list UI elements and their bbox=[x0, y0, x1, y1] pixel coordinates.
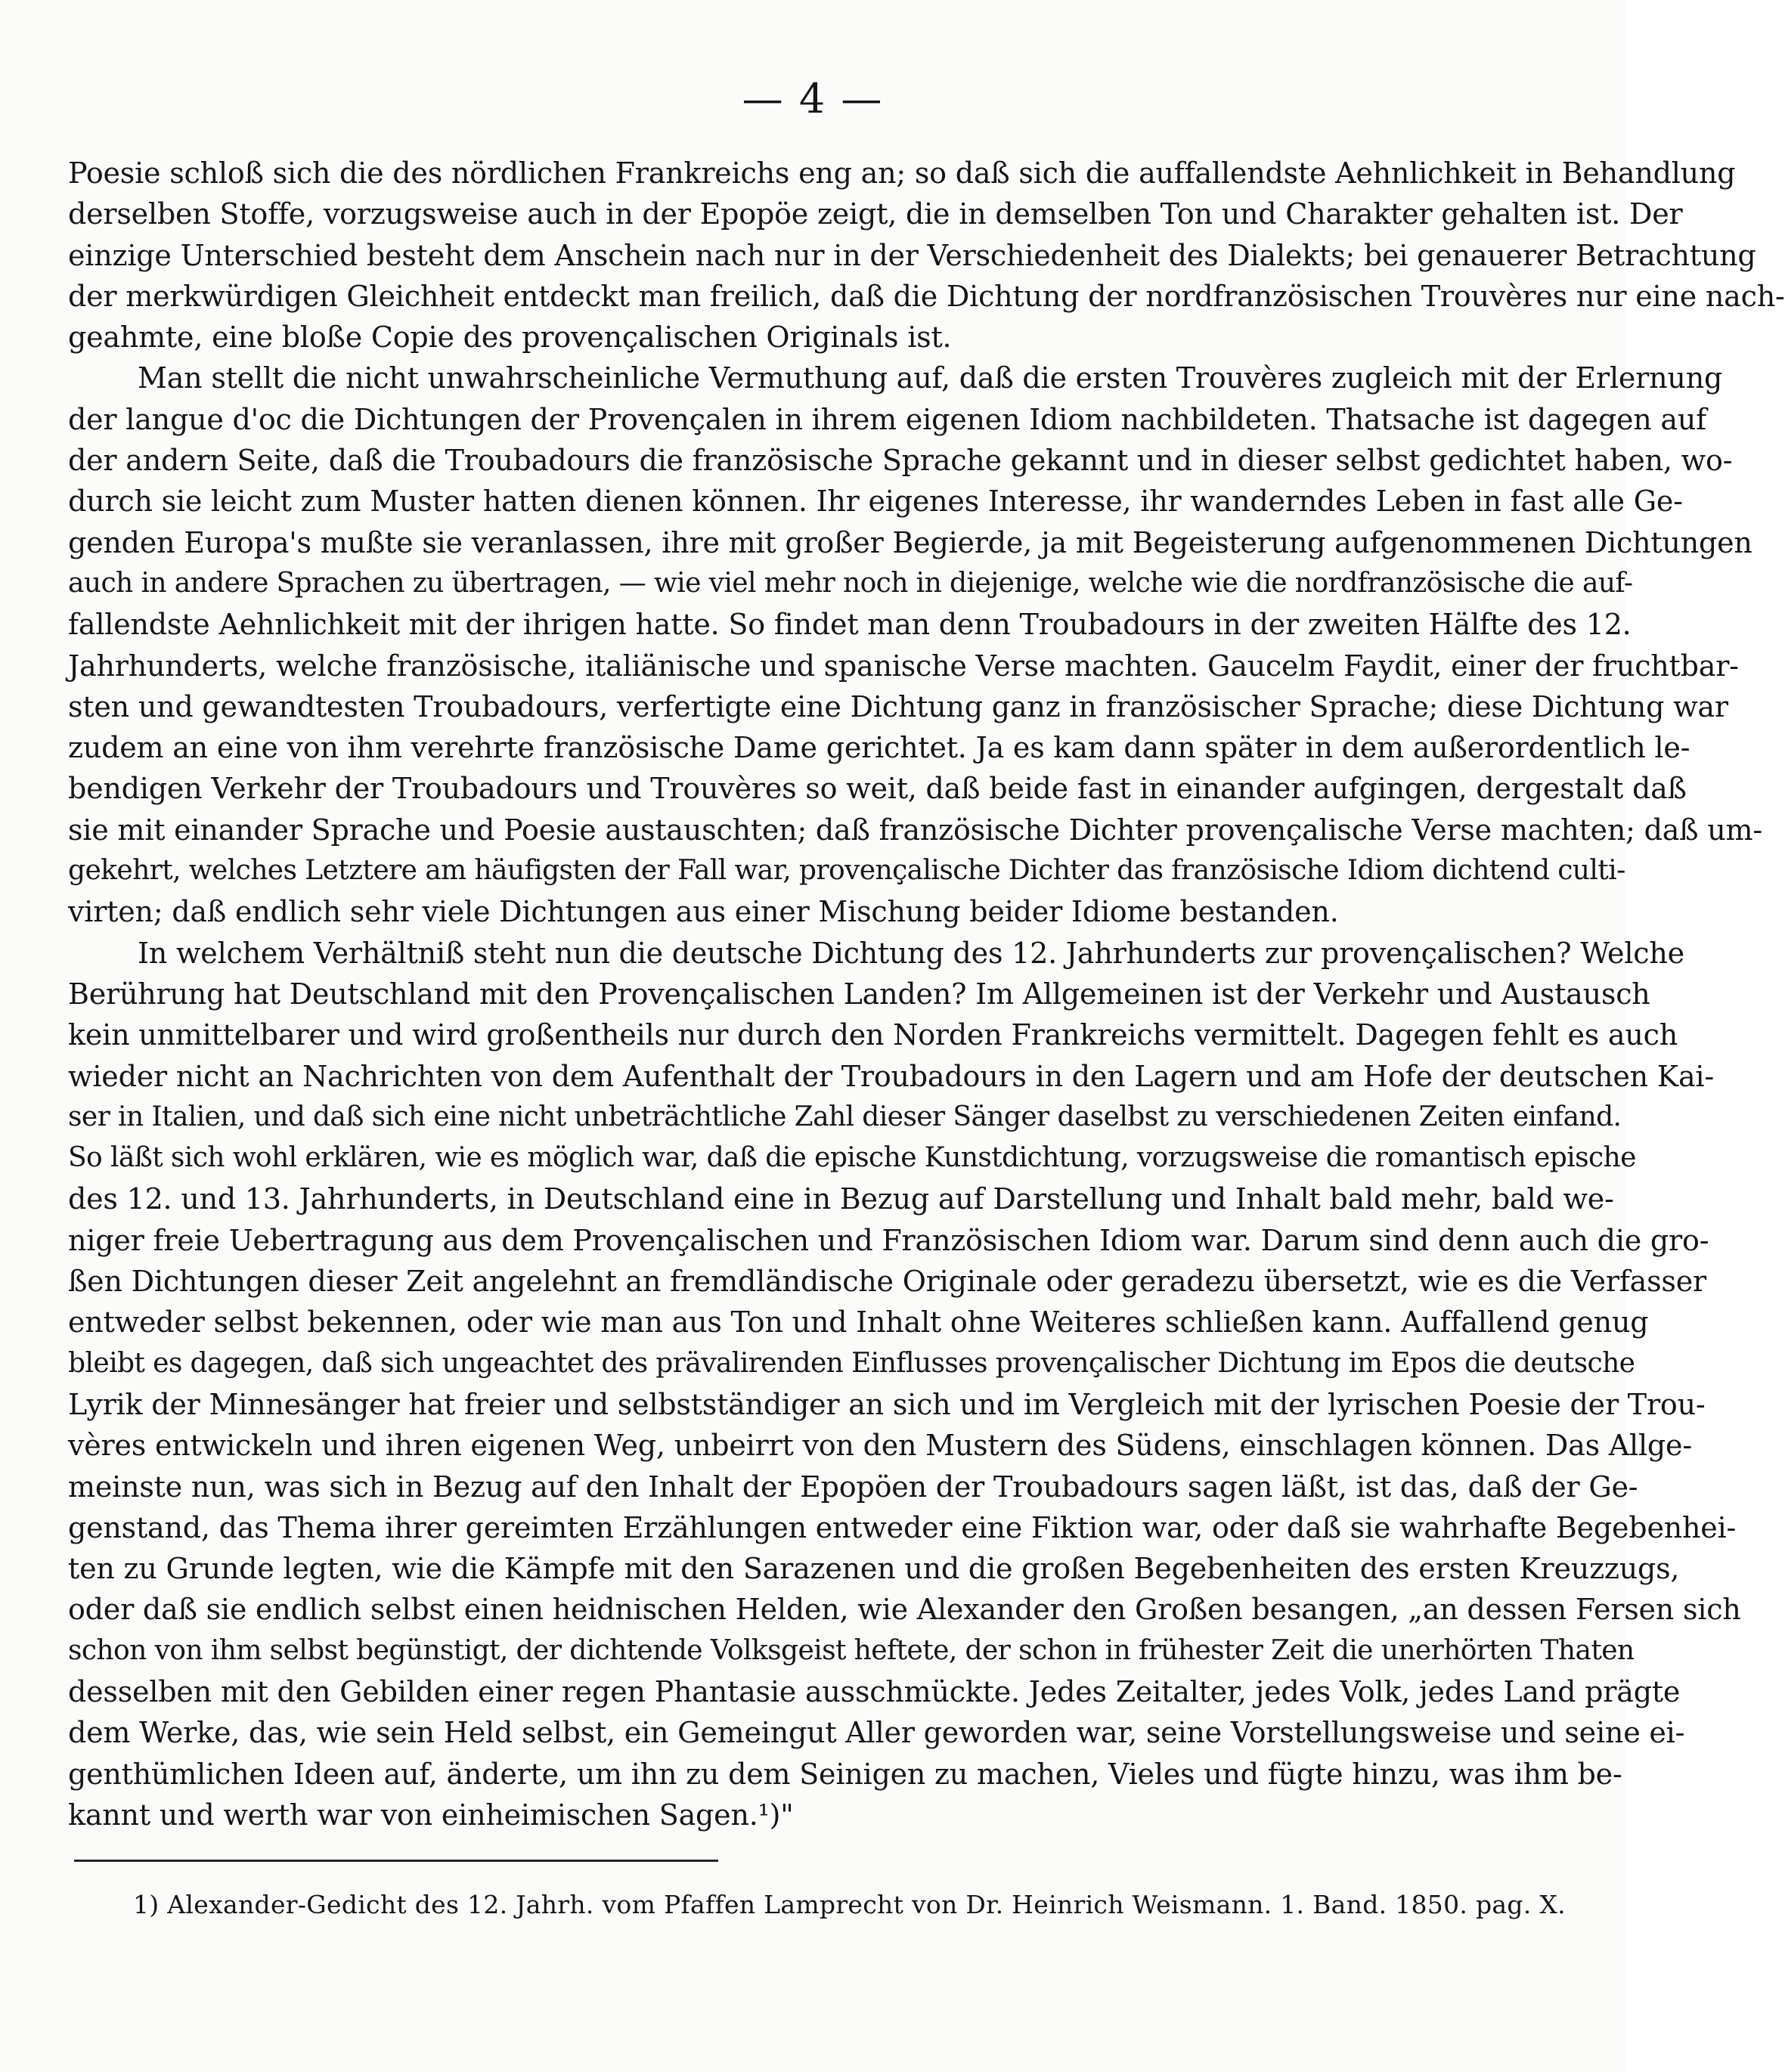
text-line: ßen Dichtungen dieser Zeit angelehnt an fremdländische Originale oder geradezu übersetzt, wie es die Verfasser bbox=[68, 1265, 1706, 1299]
text-line: kannt und werth war von einheimischen Sagen.¹)" bbox=[68, 1798, 794, 1832]
text-line: auch in andere Sprachen zu übertragen, — wie viel mehr noch in diejenige, welche wie die nordfranzösische die auf- bbox=[68, 567, 1633, 599]
text-line: zudem an eine von ihm verehrte französische Dame gerichtet. Ja es kam dann später in dem außerordentlich le- bbox=[68, 731, 1690, 765]
text-line: der langue d'oc die Dichtungen der Provençalen in ihrem eigenen Idiom nachbildeten. Thatsache ist dagegen auf bbox=[68, 402, 1707, 436]
text-line: Berührung hat Deutschland mit den Provençalischen Landen? Im Allgemeinen ist der Verkehr und Austausch bbox=[68, 977, 1650, 1011]
text-line: Poesie schloß sich die des nördlichen Frankreichs eng an; so daß sich die auffallendste Aehnlichkeit in Behandlung bbox=[68, 156, 1736, 190]
text-line: virten; daß endlich sehr viele Dichtungen aus einer Mischung beider Idiome bestanden. bbox=[68, 895, 1339, 929]
text-line: schon von ihm selbst begünstigt, der dichtende Volksgeist heftete, der schon in frühester Zeit die unerhörten Thaten bbox=[68, 1634, 1635, 1666]
text-line: genthümlichen Ideen auf, änderte, um ihn zu dem Seinigen zu machen, Vieles und fügte hinzu, was ihm be- bbox=[68, 1757, 1622, 1791]
text-line: Lyrik der Minnesänger hat freier und selbstständiger an sich und im Vergleich mit der lyrischen Poesie der Trou- bbox=[68, 1387, 1706, 1421]
text-line: bendigen Verkehr der Troubadours und Trouvères so weit, daß beide fast in einander aufgingen, dergestalt daß bbox=[68, 772, 1687, 806]
footnote-divider bbox=[74, 1860, 718, 1862]
text-line: geahmte, eine bloße Copie des provençalischen Originals ist. bbox=[68, 321, 952, 355]
text-line: oder daß sie endlich selbst einen heidnischen Helden, wie Alexander den Großen besangen, „an dessen Fersen sich bbox=[68, 1593, 1741, 1627]
text-line: fallendste Aehnlichkeit mit der ihrigen hatte. So findet man denn Troubadours in der zweiten Hälfte des 12. bbox=[68, 608, 1632, 642]
text-line: Jahrhunderts, welche französische, italiänische und spanische Verse machten. Gaucelm Faydit, einer der fruchtbar- bbox=[68, 649, 1739, 683]
text-line: niger freie Uebertragung aus dem Provençalischen und Französischen Idiom war. Darum sind denn auch die gro- bbox=[68, 1223, 1709, 1257]
text-line: In welchem Verhältniß steht nun die deutsche Dichtung des 12. Jahrhunderts zur provençalischen? Welche bbox=[138, 936, 1684, 970]
text-line: genstand, das Thema ihrer gereimten Erzählungen entweder eine Fiktion war, oder daß sie wahrhafte Begebenhei- bbox=[68, 1510, 1737, 1544]
body-text bbox=[68, 153, 1785, 1835]
text-line: Man stellt die nicht unwahrscheinliche Vermuthung auf, daß die ersten Trouvères zugleich mit der Erlernung bbox=[138, 361, 1723, 395]
text-line: kein unmittelbarer und wird großentheils nur durch den Norden Frankreichs vermittelt. Dagegen fehlt es auch bbox=[68, 1018, 1678, 1052]
text-line: So läßt sich wohl erklären, wie es möglich war, daß die epische Kunstdichtung, vorzugsweise die romantisch epische bbox=[68, 1142, 1636, 1174]
text-line: meinste nun, was sich in Bezug auf den Inhalt der Epopöen der Troubadours sagen läßt, ist das, daß der Ge- bbox=[68, 1470, 1638, 1504]
text-line: sie mit einander Sprache und Poesie austauschten; daß französische Dichter provençalische Verse machten; daß um- bbox=[68, 813, 1762, 847]
footnote: 1) Alexander-Gedicht des 12. Jahrh. vom Pfaffen Lamprecht von Dr. Heinrich Weismann. 1. Band. 1850. pag. X. bbox=[133, 1890, 1566, 1919]
text-line: durch sie leicht zum Muster hatten dienen können. Ihr eigenes Interesse, ihr wanderndes Leben in fast alle Ge- bbox=[68, 485, 1683, 519]
text-line: des 12. und 13. Jahrhunderts, in Deutschland eine in Bezug auf Darstellung und Inhalt bald mehr, bald we- bbox=[68, 1182, 1614, 1216]
text-line: ser in Italien, und daß sich eine nicht unbeträchtliche Zahl dieser Sänger daselbst zu verschiedenen Zeiten einfand. bbox=[68, 1101, 1622, 1132]
text-line: genden Europa's mußte sie veranlassen, ihre mit großer Begierde, ja mit Begeisterung aufgenommenen Dichtungen bbox=[68, 525, 1752, 559]
text-line: bleibt es dagegen, daß sich ungeachtet des prävalirenden Einflusses provençalischer Dichtung im Epos die deutsche bbox=[68, 1347, 1635, 1379]
text-line: gekehrt, welches Letztere am häufigsten der Fall war, provençalische Dichter das französische Idiom dichtend culti- bbox=[68, 855, 1625, 887]
text-line: dem Werke, das, wie sein Held selbst, ein Gemeingut Aller geworden war, seine Vorstellungsweise und seine ei- bbox=[68, 1716, 1685, 1750]
text-line: der merkwürdigen Gleichheit entdeckt man freilich, daß die Dichtung der nordfranzösischen Trouvères nur eine nach- bbox=[68, 279, 1785, 313]
text-line: wieder nicht an Nachrichten von dem Aufenthalt der Troubadours in den Lagern und am Hofe der deutschen Kai- bbox=[68, 1059, 1715, 1093]
text-line: der andern Seite, daß die Troubadours die französische Sprache gekannt und in dieser selbst gedichtet haben, wo- bbox=[68, 444, 1733, 478]
text-line: ten zu Grunde legten, wie die Kämpfe mit den Sarazenen und die großen Begebenheiten des ersten Kreuzzugs, bbox=[68, 1552, 1680, 1586]
text-line: entweder selbst bekennen, oder wie man aus Ton und Inhalt ohne Weiteres schließen kann. Auffallend genug bbox=[68, 1305, 1649, 1340]
text-line: vères entwickeln und ihren eigenen Weg, unbeirrt von den Mustern des Südens, einschlagen können. Das Allge- bbox=[68, 1429, 1692, 1463]
page-number: — 4 — bbox=[742, 75, 884, 122]
text-line: derselben Stoffe, vorzugsweise auch in der Epopöe zeigt, die in demselben Ton und Charakter gehalten ist. Der bbox=[68, 197, 1683, 231]
text-line: sten und gewandtesten Troubadours, verfertigte eine Dichtung ganz in französischer Sprache; diese Dichtung war bbox=[68, 689, 1728, 723]
text-line: desselben mit den Gebilden einer regen Phantasie ausschmückte. Jedes Zeitalter, jedes Volk, jedes Land prägte bbox=[68, 1674, 1681, 1708]
text-line: einzige Unterschied besteht dem Anschein nach nur in der Verschiedenheit des Dialekts; bei genauerer Betrachtung bbox=[68, 238, 1756, 272]
